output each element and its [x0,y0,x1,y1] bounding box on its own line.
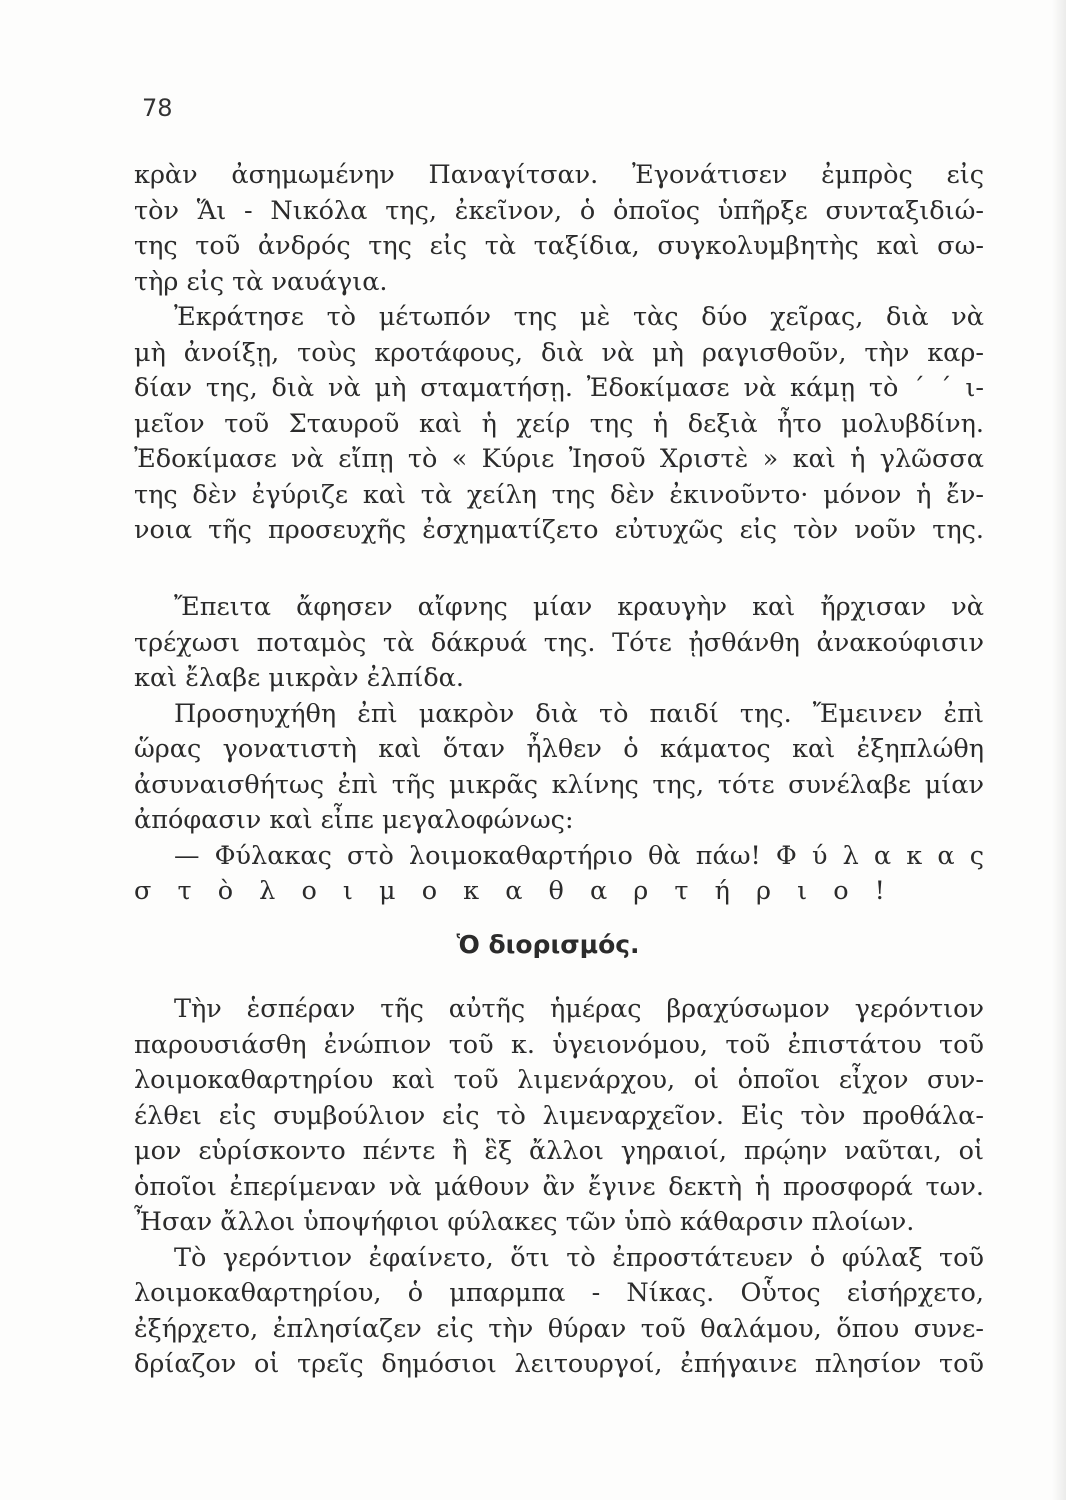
text-line: μον εὑρίσκοντο πέντε ἢ ἓξ ἄλλοι γηραιοί, πρῴην ναῦται, οἱ [134,1136,984,1166]
paragraph-block-2 [134,590,984,910]
text-line: Ἦσαν ἄλλοι ὑποψήφιοι φύλακες τῶν ὑπὸ κάθαρσιν πλοίων. [134,1207,915,1237]
text-line: Προσηυχήθη ἐπὶ μακρὸν διὰ τὸ παιδί της. Ἔμεινεν ἐπὶ [174,698,984,729]
text-line: έλθει εἰς συμβούλιον εἰς τὸ λιμεναρχεῖον. Εἰς τὸν προθάλα- [134,1100,984,1131]
section-heading-text: Ὁ διορισμός. [456,930,640,959]
page-number: 78 [142,94,173,122]
text-line: νοια τῆς προσευχῆς ἐσχηματίζετο εὐτυχῶς εἰς τὸν νοῦν της. [134,515,984,545]
text-line: Ἐκράτησε τὸ μέτωπόν της μὲ τὰς δύο χεῖρας, διὰ νὰ [174,302,984,332]
text-line: λοιμοκαθαρτηρίου καὶ τοῦ λιμενάρχου, οἱ ὁποῖοι εἶχον συν- [134,1065,984,1095]
text-line: δρίαζον οἱ τρεῖς δημόσιοι λειτουργοί, ἐπήγαινε πλησίον τοῦ [134,1349,984,1379]
text-line: Τὴν ἑσπέραν τῆς αὐτῆς ἡμέρας βραχύσωμον γερόντιον [174,994,984,1024]
text-line: Ἔπειτα ἄφησεν αἴφνης μίαν κραυγὴν καὶ ἤρχισαν νὰ [174,592,984,622]
text-line: μὴ ἀνοίξῃ, τοὺς κροτάφους, διὰ νὰ μὴ ραγισθοῦν, τὴν καρ- [134,337,984,368]
text-line: Ἐδοκίμασε νὰ εἴπῃ τὸ « Κύριε Ἰησοῦ Χριστὲ » καὶ ἡ γλῶσσα [134,444,984,474]
text-line: μεῖον τοῦ Σταυροῦ καὶ ἡ χείρ της ἡ δεξιὰ ἦτο μολυβδίνη. [134,408,984,439]
section-heading [0,930,1066,959]
text-line: κρὰν ἀσημωμένην Παναγίτσαν. Ἐγονάτισεν ἐμπρὸς εἰς [134,160,984,190]
text-line: ἀπόφασιν καὶ εἶπε μεγαλοφώνως: [134,805,574,835]
text-line: Τὸ γερόντιον ἐφαίνετο, ὅτι τὸ ἐπροστάτευεν ὁ φύλαξ τοῦ [174,1242,984,1273]
text-line: λοιμοκαθαρτηρίου, ὁ μπαρμπα - Νίκας. Οὗτος εἰσήρχετο, [134,1278,984,1308]
paragraph-block-1 [134,158,984,549]
text-line: τὴρ εἰς τὰ ναυάγια. [134,266,388,297]
text-line: τὸν Ἅι - Νικόλα της, ἐκεῖνον, ὁ ὁποῖος ὑπῆρξε συνταξιδιώ- [134,195,984,226]
text-line: ἀσυναισθήτως ἐπὶ τῆς μικρᾶς κλίνης της, τότε συνέλαβε μίαν [134,769,984,800]
text-line: ἐξήρχετο, ἐπλησίαζεν εἰς τὴν θύραν τοῦ θαλάμου, ὅπου συνε- [134,1313,984,1344]
text-line: καὶ ἔλαβε μικρὰν ἐλπίδα. [134,663,464,693]
text-line: δίαν της, διὰ νὰ μὴ σταματήσῃ. Ἐδοκίμασε νὰ κάμῃ τὸ ΄ ΄ ι- [134,373,984,403]
text-line: ὥρας γονατιστὴ καὶ ὅταν ἦλθεν ὁ κάματος καὶ ἐξηπλώθη [134,734,984,764]
text-line: της δὲν ἐγύριζε καὶ τὰ χείλη της δὲν ἐκινοῦντο· μόνον ἡ ἔν- [134,479,984,510]
page-edge-shadow [1052,0,1066,1500]
text-line: σ τ ὸ λ ο ι μ ο κ α θ α ρ τ ή ρ ι ο ! [134,876,894,906]
text-line: ὁποῖοι ἐπερίμεναν νὰ μάθουν ἂν ἔγινε δεκτὴ ἡ προσφορά των. [134,1171,984,1202]
paragraph-block-3 [134,992,984,1383]
text-line: παρουσιάσθη ἐνώπιον τοῦ κ. ὑγειονόμου, τοῦ ἐπιστάτου τοῦ [134,1029,984,1060]
text-line: της τοῦ ἀνδρός της εἰς τὰ ταξίδια, συγκολυμβητὴς καὶ σω- [134,231,984,261]
text-line: — Φύλακας στὸ λοιμοκαθαρτήριο θὰ πάω! Φ ύ λ α κ α ς [174,840,984,871]
text-line: τρέχωσι ποταμὸς τὰ δάκρυά της. Τότε ᾐσθάνθη ἀνακούφισιν [134,627,984,658]
